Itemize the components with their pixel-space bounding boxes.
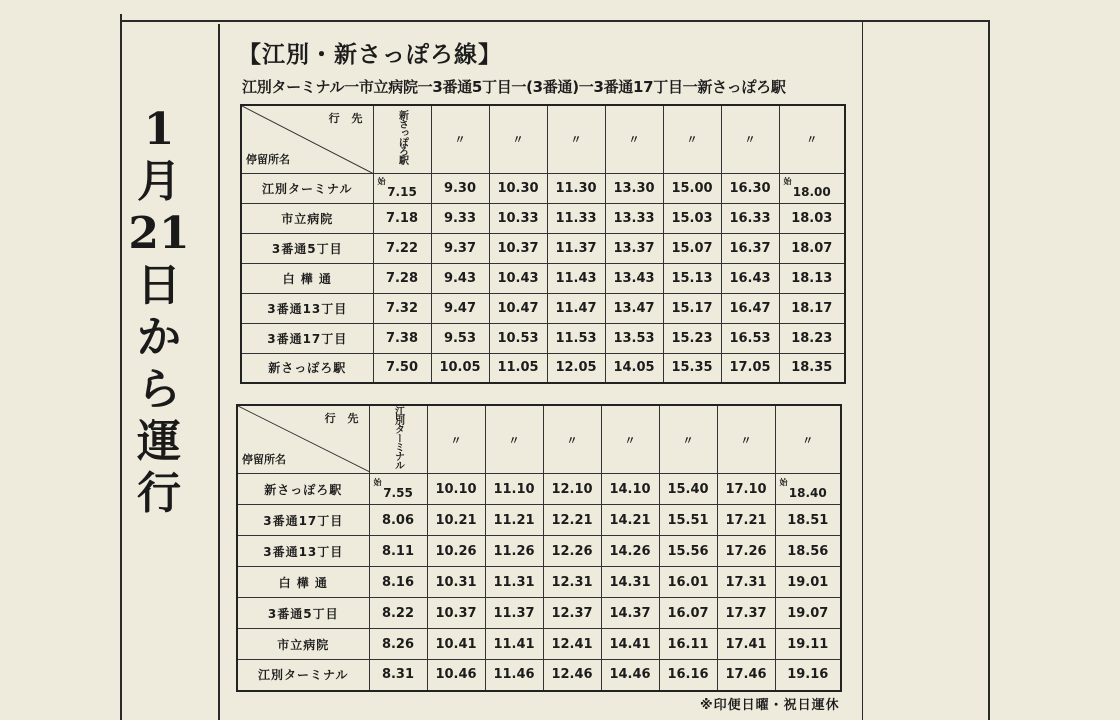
destination-name: 江別ターミナル [392,406,404,469]
table-row [237,474,841,505]
notice-char: 日 [137,260,181,311]
stop-name-cell: 江別ターミナル [237,660,369,691]
stop-name-cell: 白 樺 通 [241,263,373,293]
time-cell: 11.43 [547,263,605,293]
time-value: 18.00 [792,184,831,199]
time-cell: 17.26 [717,536,775,567]
time-cell: 10.37 [427,598,485,629]
time-cell: 15.51 [659,505,717,536]
time-cell: 15.23 [663,323,721,353]
time-cell: 18.07 [779,233,845,263]
time-cell: 8.16 [369,567,427,598]
right-rule [988,22,990,720]
table-row [237,567,841,598]
destination-ditto-cell [543,405,601,474]
left-rule [120,14,122,720]
time-cell: 19.16 [775,660,841,691]
notice-char: 1 [143,104,175,155]
ditto-mark: 〃 [566,433,578,447]
ditto-mark: 〃 [628,133,640,147]
top-rule [120,20,990,22]
header-row [241,105,845,173]
stop-name-header: 停留所名 [246,152,290,166]
time-cell: 16.01 [659,567,717,598]
time-cell: 7.22 [373,233,431,263]
time-cell: 17.46 [717,660,775,691]
time-cell: 12.41 [543,629,601,660]
time-cell: 16.33 [721,203,779,233]
time-cell: 9.37 [431,233,489,263]
time-cell: 10.43 [489,263,547,293]
notice-char: 運 [137,416,181,467]
table-row [241,293,845,323]
ditto-mark: 〃 [686,133,698,147]
header-corner-cell [241,105,373,173]
table-row [237,660,841,691]
time-cell: 18.35 [779,353,845,383]
destination-ditto-cell [721,105,779,173]
route-stops-line: 江別ターミナル一市立病院一3番通5丁目一(3番通)一3番通17丁目一新さっぽろ駅 [242,78,786,96]
time-cell: 14.05 [605,353,663,383]
notice-char: ら [137,364,181,415]
time-cell: 13.37 [605,233,663,263]
time-cell [775,474,841,505]
ditto-mark: 〃 [740,433,752,447]
time-cell: 7.18 [373,203,431,233]
stop-name-cell: 3番通5丁目 [241,233,373,263]
time-cell: 9.30 [431,173,489,203]
time-cell: 12.46 [543,660,601,691]
time-cell: 17.05 [721,353,779,383]
time-cell: 10.41 [427,629,485,660]
time-cell: 10.31 [427,567,485,598]
time-cell: 10.30 [489,173,547,203]
time-cell: 15.07 [663,233,721,263]
time-cell: 16.30 [721,173,779,203]
table-row [241,173,845,203]
time-cell: 11.37 [485,598,543,629]
time-cell: 14.21 [601,505,659,536]
table-row [237,536,841,567]
time-cell: 17.37 [717,598,775,629]
time-cell: 19.11 [775,629,841,660]
time-cell: 14.26 [601,536,659,567]
time-cell: 13.30 [605,173,663,203]
stop-name-cell: 市立病院 [241,203,373,233]
time-cell: 15.03 [663,203,721,233]
ditto-mark: 〃 [512,133,524,147]
time-cell: 11.10 [485,474,543,505]
table-row [241,203,845,233]
time-cell: 11.37 [547,233,605,263]
time-cell: 17.10 [717,474,775,505]
destination-ditto-cell [779,105,845,173]
time-cell: 11.41 [485,629,543,660]
stop-name-cell: 3番通13丁目 [237,536,369,567]
time-cell: 10.26 [427,536,485,567]
ditto-mark: 〃 [450,433,462,447]
time-cell: 14.41 [601,629,659,660]
service-start-notice [124,104,194,520]
time-cell: 12.37 [543,598,601,629]
time-cell: 14.37 [601,598,659,629]
time-cell: 16.16 [659,660,717,691]
time-cell: 8.06 [369,505,427,536]
left-inner-rule [218,24,220,720]
ditto-mark: 〃 [682,433,694,447]
header-corner-cell [237,405,369,474]
table-row [241,323,845,353]
stop-name-cell: 江別ターミナル [241,173,373,203]
table-row [237,629,841,660]
destination-ditto-cell [601,405,659,474]
time-cell: 12.21 [543,505,601,536]
time-value: 7.15 [387,184,417,199]
time-cell: 11.30 [547,173,605,203]
time-cell: 7.38 [373,323,431,353]
time-cell: 15.40 [659,474,717,505]
time-cell: 16.47 [721,293,779,323]
time-cell: 9.47 [431,293,489,323]
time-cell: 11.47 [547,293,605,323]
time-cell: 18.13 [779,263,845,293]
time-cell: 12.26 [543,536,601,567]
stop-name-cell: 新さっぽろ駅 [237,474,369,505]
notice-char: 行 [137,468,181,519]
time-cell: 12.05 [547,353,605,383]
time-cell: 10.47 [489,293,547,323]
destination-first-cell [369,405,427,474]
time-cell: 14.31 [601,567,659,598]
destination-name: 新さっぽろ駅 [396,110,408,165]
notice-char: 21 [128,208,190,259]
outbound-timetable [240,104,846,384]
destination-ditto-cell [659,405,717,474]
time-cell: 8.11 [369,536,427,567]
time-cell: 7.28 [373,263,431,293]
ditto-mark: 〃 [624,433,636,447]
time-cell: 16.37 [721,233,779,263]
time-cell: 10.05 [431,353,489,383]
time-cell: 13.53 [605,323,663,353]
stop-name-cell: 市立病院 [237,629,369,660]
table-row [237,505,841,536]
time-value: 18.40 [788,485,827,500]
header-row [237,405,841,474]
time-cell: 18.17 [779,293,845,323]
time-cell: 11.05 [489,353,547,383]
notice-char: か [137,312,181,363]
destination-ditto-cell [547,105,605,173]
destination-ditto-cell [431,105,489,173]
destination-ditto-cell [605,105,663,173]
time-cell: 8.26 [369,629,427,660]
time-cell: 16.07 [659,598,717,629]
time-cell: 10.46 [427,660,485,691]
time-cell: 16.53 [721,323,779,353]
time-cell: 8.22 [369,598,427,629]
time-cell [779,173,845,203]
table-row [241,233,845,263]
destination-ditto-cell [489,105,547,173]
time-cell: 16.11 [659,629,717,660]
destination-header: 行 先 [328,112,367,125]
destination-ditto-cell [663,105,721,173]
destination-ditto-cell [427,405,485,474]
time-cell: 13.33 [605,203,663,233]
time-cell: 19.01 [775,567,841,598]
table-row [241,353,845,383]
time-cell [369,474,427,505]
notice-char: 月 [137,156,181,207]
time-cell: 13.47 [605,293,663,323]
time-cell: 19.07 [775,598,841,629]
time-cell: 15.00 [663,173,721,203]
time-cell: 17.21 [717,505,775,536]
time-cell: 9.33 [431,203,489,233]
footnote: ※印便日曜・祝日運休 [700,698,840,713]
time-cell: 18.56 [775,536,841,567]
ditto-mark: 〃 [802,433,814,447]
time-cell: 9.53 [431,323,489,353]
time-cell: 9.43 [431,263,489,293]
time-cell: 11.33 [547,203,605,233]
time-cell: 15.17 [663,293,721,323]
ditto-mark: 〃 [744,133,756,147]
stop-name-cell: 白 樺 通 [237,567,369,598]
route-title: 【江別・新さっぽろ線】 [238,42,502,68]
destination-first-cell [373,105,431,173]
departure-mark: 始 [377,176,386,186]
time-cell: 11.26 [485,536,543,567]
time-cell: 10.37 [489,233,547,263]
stop-name-cell: 3番通17丁目 [241,323,373,353]
stop-name-cell: 3番通17丁目 [237,505,369,536]
time-value: 7.55 [383,485,413,500]
time-cell: 18.23 [779,323,845,353]
destination-ditto-cell [485,405,543,474]
time-cell: 10.21 [427,505,485,536]
table-row [241,263,845,293]
departure-mark: 始 [783,176,792,186]
stop-name-cell: 3番通5丁目 [237,598,369,629]
time-cell: 16.43 [721,263,779,293]
time-cell: 13.43 [605,263,663,293]
time-cell: 14.46 [601,660,659,691]
inbound-timetable [236,404,842,692]
stop-name-header: 停留所名 [242,453,286,466]
table-row [237,598,841,629]
stop-name-cell: 3番通13丁目 [241,293,373,323]
time-cell: 17.41 [717,629,775,660]
time-cell: 15.35 [663,353,721,383]
time-cell: 7.32 [373,293,431,323]
time-cell: 7.50 [373,353,431,383]
ditto-mark: 〃 [508,433,520,447]
time-cell: 11.31 [485,567,543,598]
time-cell: 14.10 [601,474,659,505]
time-cell: 15.56 [659,536,717,567]
time-cell: 11.53 [547,323,605,353]
time-cell: 11.21 [485,505,543,536]
time-cell: 10.10 [427,474,485,505]
ditto-mark: 〃 [806,133,818,147]
destination-header: 行 先 [324,412,363,425]
ditto-mark: 〃 [570,133,582,147]
ditto-mark: 〃 [454,133,466,147]
time-cell: 11.46 [485,660,543,691]
time-cell: 10.33 [489,203,547,233]
departure-mark: 始 [779,477,788,487]
time-cell: 10.53 [489,323,547,353]
time-cell [373,173,431,203]
departure-mark: 始 [373,477,382,487]
time-cell: 17.31 [717,567,775,598]
time-cell: 12.10 [543,474,601,505]
time-cell: 18.03 [779,203,845,233]
stop-name-cell: 新さっぽろ駅 [241,353,373,383]
destination-ditto-cell [717,405,775,474]
time-cell: 18.51 [775,505,841,536]
time-cell: 15.13 [663,263,721,293]
destination-ditto-cell [775,405,841,474]
time-cell: 12.31 [543,567,601,598]
right-inner-rule [862,22,863,720]
time-cell: 8.31 [369,660,427,691]
